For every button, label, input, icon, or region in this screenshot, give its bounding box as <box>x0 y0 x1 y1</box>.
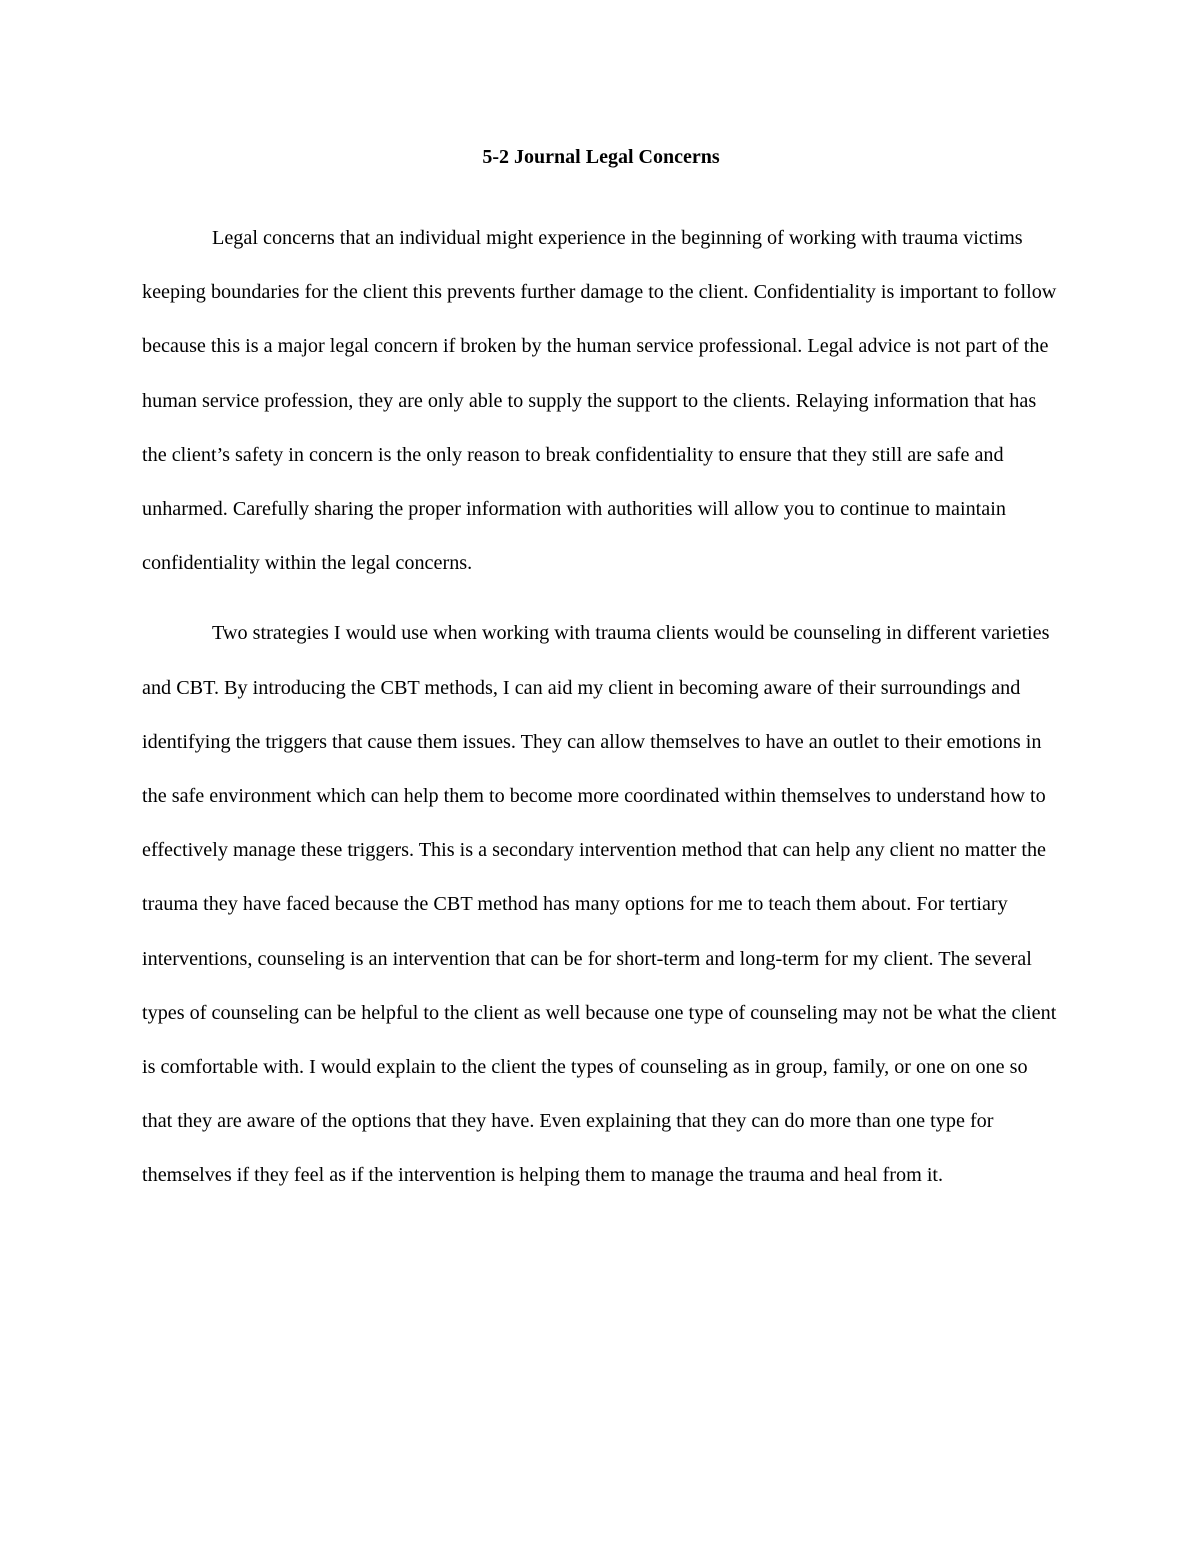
document-body <box>142 140 1060 1219</box>
paragraph-strategies: Two strategies I would use when working with trauma clients would be counseling in different varieties and CBT. By introducing the CBT methods, I can aid my client in becoming aware of their surroundings and identifying the triggers that cause them issues. They can allow themselves to have an outlet to their emotions in the safe environment which can help them to become more coordinated within themselves to understand how to effectively manage these triggers. This is a secondary intervention method that can help any client no matter the trauma they have faced because the CBT method has many options for me to teach them about. For tertiary interventions, counseling is an intervention that can be for short-term and long-term for my client. The several types of counseling can be helpful to the client as well because one type of counseling may not be what the client is comfortable with. I would explain to the client the types of counseling as in group, family, or one on one so that they are aware of the options that they have. Even explaining that they can do more than one type for themselves if they feel as if the intervention is helping them to manage the trauma and heal from it. <box>142 622 1057 1187</box>
document-title: 5-2 Journal Legal Concerns <box>482 146 720 168</box>
paragraph-legal-concerns: Legal concerns that an individual might experience in the beginning of working with trauma victims keeping boundaries for the client this prevents further damage to the client. Confidentiality is important to follow because this is a major legal concern if broken by the human service professional. Legal advice is not part of the human service profession, they are only able to supply the support to the clients. Relaying information that has the client’s safety in concern is the only reason to break confidentiality to ensure that they still are safe and unharmed. Carefully sharing the proper information with authorities will allow you to continue to maintain confidentiality within the legal concerns. <box>142 227 1057 575</box>
